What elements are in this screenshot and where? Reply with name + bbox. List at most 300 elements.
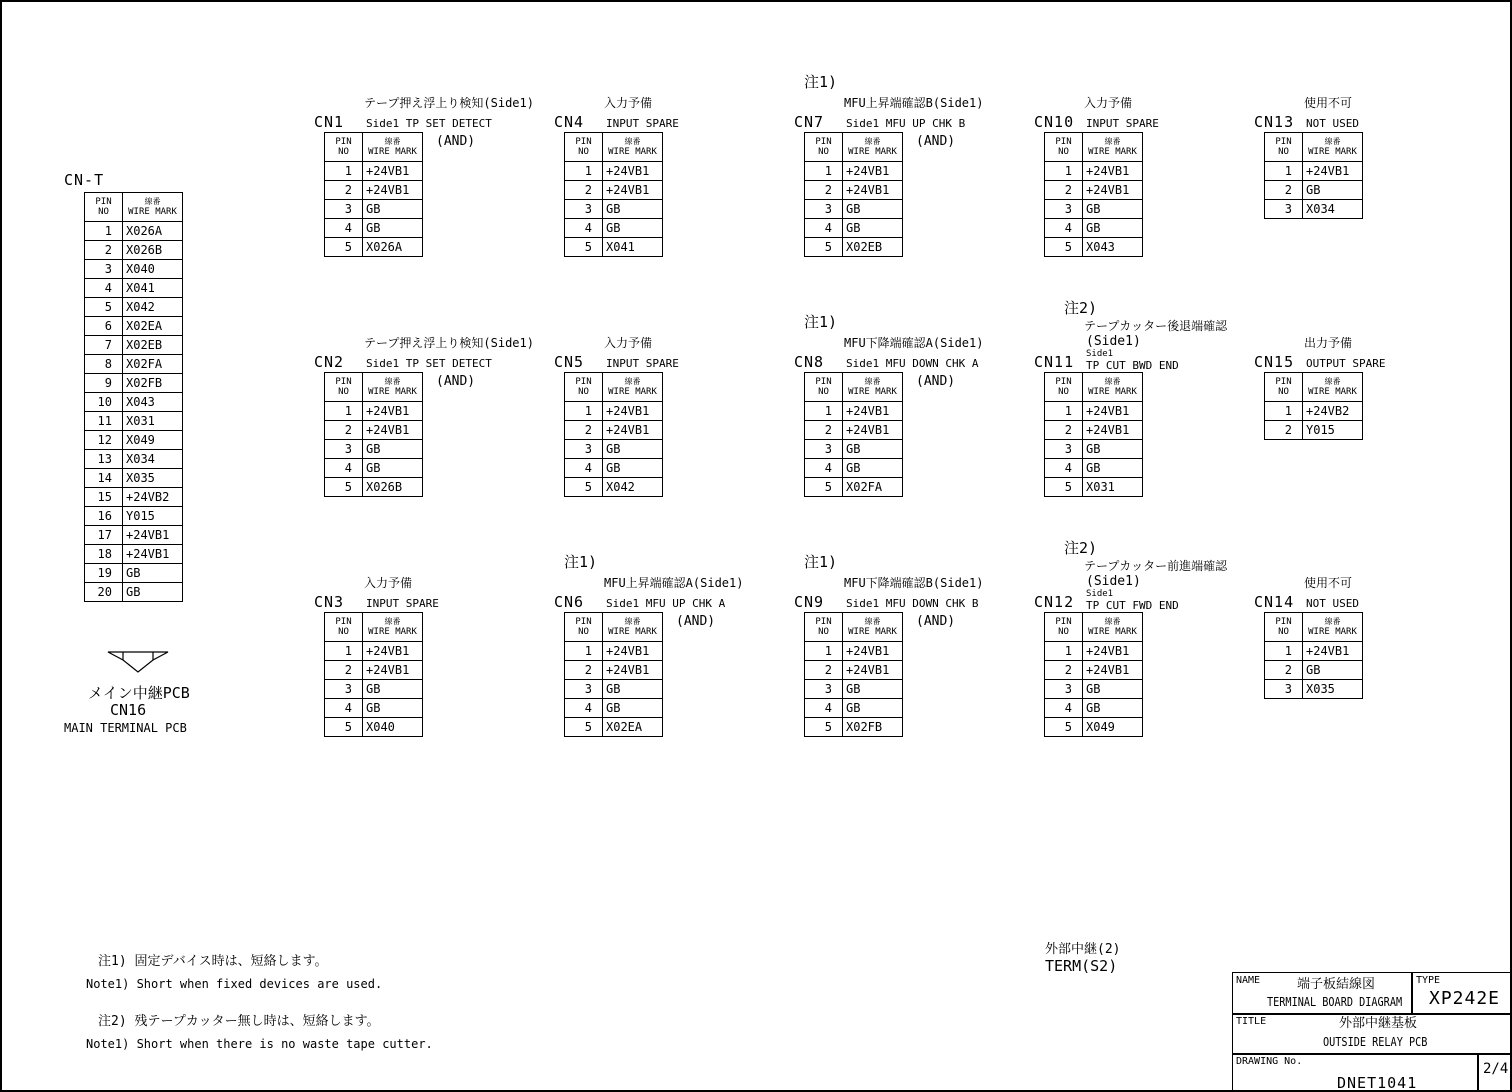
wire-mark: X02FB xyxy=(123,374,183,393)
pin-number: 3 xyxy=(1265,200,1303,219)
connector-note-ref: 注2) xyxy=(1064,539,1098,557)
connector-desc-jp: MFU下降端確認A(Side1) xyxy=(844,336,984,350)
pin-number: 1 xyxy=(1265,402,1303,421)
wire-mark: X040 xyxy=(363,718,423,737)
connector-desc-en: INPUT SPARE xyxy=(606,117,679,130)
pin-row xyxy=(85,241,183,260)
pin-number: 1 xyxy=(325,162,363,181)
connector-desc-jp: テープカッター後退端確認 xyxy=(1084,319,1228,333)
connector-desc-en: INPUT SPARE xyxy=(366,597,439,610)
pin-no-header: PIN NO xyxy=(1045,133,1083,162)
connector-id: CN3 xyxy=(314,593,345,611)
pin-number: 2 xyxy=(325,421,363,440)
pin-number: 4 xyxy=(85,279,123,298)
wire-mark-header: 線番 WIRE MARK xyxy=(843,373,903,402)
wire-mark: +24VB1 xyxy=(603,402,663,421)
wire-mark: GB xyxy=(363,200,423,219)
wire-mark: X043 xyxy=(1083,238,1143,257)
pin-table xyxy=(564,372,663,497)
pin-table xyxy=(804,612,903,737)
wire-mark: X026B xyxy=(363,478,423,497)
pin-row xyxy=(1045,680,1143,699)
pin-number: 2 xyxy=(1045,421,1083,440)
connector-desc-en: INPUT SPARE xyxy=(606,357,679,370)
pin-no-header: PIN NO xyxy=(805,373,843,402)
pin-number: 4 xyxy=(1045,699,1083,718)
pin-number: 1 xyxy=(805,642,843,661)
pin-number: 15 xyxy=(85,488,123,507)
pin-row xyxy=(1045,661,1143,680)
wire-mark: GB xyxy=(603,459,663,478)
connector-side-label: Side1 xyxy=(1086,349,1114,359)
pin-table xyxy=(1044,612,1143,737)
pin-row xyxy=(1265,402,1363,421)
pin-row xyxy=(325,238,423,257)
pin-number: 12 xyxy=(85,431,123,450)
wire-mark-header: 線番 WIRE MARK xyxy=(1083,613,1143,642)
pin-number: 2 xyxy=(1265,661,1303,680)
pin-row xyxy=(85,393,183,412)
main-pcb-label-jp: メイン中継PCB xyxy=(88,684,190,702)
wire-mark-header: 線番 WIRE MARK xyxy=(1303,133,1363,162)
title-block xyxy=(1232,972,1512,1092)
connector-desc-en: Side1 MFU UP CHK A xyxy=(606,597,726,610)
wire-mark-header: 線番 WIRE MARK xyxy=(1083,373,1143,402)
pin-number: 1 xyxy=(805,162,843,181)
pin-row xyxy=(325,642,423,661)
pin-row xyxy=(85,355,183,374)
pin-row xyxy=(1045,459,1143,478)
pin-row xyxy=(85,374,183,393)
type-label: TYPE xyxy=(1416,975,1441,986)
pin-number: 17 xyxy=(85,526,123,545)
connector-desc-jp: テープ押え浮上り検知(Side1) xyxy=(364,96,534,110)
wire-mark: X02EA xyxy=(123,317,183,336)
connector-desc-en: OUTPUT SPARE xyxy=(1306,357,1386,370)
pin-row xyxy=(85,469,183,488)
pin-number: 3 xyxy=(85,260,123,279)
pin-row xyxy=(325,200,423,219)
connector-desc-jp: 使用不可 xyxy=(1304,576,1353,590)
wire-mark-header: 線番 WIRE MARK xyxy=(1303,373,1363,402)
connector-desc-jp: テープ押え浮上り検知(Side1) xyxy=(364,336,534,350)
and-label: (AND) xyxy=(676,614,716,629)
pin-number: 3 xyxy=(805,440,843,459)
pin-no-header: PIN NO xyxy=(565,373,603,402)
connector-desc-jp: テープカッター前進端確認 xyxy=(1084,559,1228,573)
connector-id: CN10 xyxy=(1034,113,1075,131)
pin-number: 4 xyxy=(325,699,363,718)
pin-number: 1 xyxy=(85,222,123,241)
connector-id: CN2 xyxy=(314,353,345,371)
and-label: (AND) xyxy=(436,134,476,149)
wire-mark: +24VB1 xyxy=(363,421,423,440)
connector-desc-jp: 入力予備 xyxy=(604,336,653,350)
pin-number: 5 xyxy=(325,478,363,497)
pin-number: 4 xyxy=(565,699,603,718)
connector-note-ref: 注2) xyxy=(1064,299,1098,317)
wire-mark: GB xyxy=(1303,661,1363,680)
wire-mark: GB xyxy=(843,440,903,459)
name-en: TERMINAL BOARD DIAGRAM xyxy=(1267,995,1403,1009)
wire-mark: GB xyxy=(1083,680,1143,699)
wire-mark: X042 xyxy=(603,478,663,497)
pin-row xyxy=(805,661,903,680)
pin-row xyxy=(325,219,423,238)
pin-no-header: PIN NO xyxy=(805,613,843,642)
connector-id: CN7 xyxy=(794,113,825,131)
wire-mark: GB xyxy=(1083,699,1143,718)
wire-mark: X02EA xyxy=(603,718,663,737)
pin-row xyxy=(85,564,183,583)
pin-row xyxy=(805,421,903,440)
pin-row xyxy=(805,219,903,238)
connector-desc-jp: 入力予備 xyxy=(364,576,413,590)
wire-mark: Y015 xyxy=(123,507,183,526)
pin-no-header: PIN NO xyxy=(85,193,123,222)
pin-no-header: PIN NO xyxy=(1265,133,1303,162)
pin-row xyxy=(805,478,903,497)
pin-row xyxy=(565,718,663,737)
pin-row xyxy=(565,402,663,421)
wire-mark: GB xyxy=(363,440,423,459)
connector-desc-jp: MFU上昇端確認A(Side1) xyxy=(604,576,744,590)
pin-row xyxy=(565,421,663,440)
pin-row xyxy=(1045,421,1143,440)
wire-mark: +24VB1 xyxy=(123,545,183,564)
pin-number: 1 xyxy=(1265,162,1303,181)
pin-table xyxy=(1264,372,1363,440)
pin-row xyxy=(565,181,663,200)
pin-table xyxy=(324,372,423,497)
pin-row xyxy=(85,545,183,564)
and-label: (AND) xyxy=(916,374,956,389)
pin-number: 19 xyxy=(85,564,123,583)
sheet-number: 2/4 xyxy=(1483,1061,1509,1077)
pin-row xyxy=(565,661,663,680)
pin-row xyxy=(85,526,183,545)
connector-id: CN6 xyxy=(554,593,585,611)
pin-number: 5 xyxy=(85,298,123,317)
pin-number: 11 xyxy=(85,412,123,431)
pin-row xyxy=(1045,440,1143,459)
connector-desc-en: INPUT SPARE xyxy=(1086,117,1159,130)
pin-number: 1 xyxy=(565,642,603,661)
connector-desc-en: TP CUT FWD END xyxy=(1086,599,1179,612)
connector-desc-en: Side1 MFU UP CHK B xyxy=(846,117,966,130)
wire-mark: +24VB1 xyxy=(843,402,903,421)
connector-desc-jp: 入力予備 xyxy=(1084,96,1133,110)
wire-mark-header: 線番 WIRE MARK xyxy=(363,373,423,402)
connector-side-label: Side1 xyxy=(1086,589,1114,599)
pin-number: 3 xyxy=(1045,440,1083,459)
wire-mark-header: 線番 WIRE MARK xyxy=(843,613,903,642)
wire-mark: X041 xyxy=(123,279,183,298)
pin-row xyxy=(565,680,663,699)
wire-mark: GB xyxy=(843,219,903,238)
pin-no-header: PIN NO xyxy=(325,373,363,402)
connector-id: CN13 xyxy=(1254,113,1295,131)
pin-row xyxy=(1045,718,1143,737)
pin-table xyxy=(324,132,423,257)
note-2-jp: 注2) 残テープカッター無し時は、短絡します。 xyxy=(98,1014,380,1029)
wire-mark: GB xyxy=(1083,200,1143,219)
pin-number: 1 xyxy=(805,402,843,421)
wire-mark: +24VB1 xyxy=(1083,421,1143,440)
pin-number: 2 xyxy=(805,661,843,680)
title-en: OUTSIDE RELAY PCB xyxy=(1323,1035,1428,1049)
connector-desc-jp-2: (Side1) xyxy=(1086,574,1141,589)
wire-mark: X02EB xyxy=(843,238,903,257)
pin-row xyxy=(325,718,423,737)
pin-row xyxy=(565,238,663,257)
pin-number: 4 xyxy=(1045,219,1083,238)
pin-row xyxy=(1265,162,1363,181)
wire-mark: GB xyxy=(603,200,663,219)
pin-number: 13 xyxy=(85,450,123,469)
wire-mark: +24VB1 xyxy=(1083,661,1143,680)
pin-number: 2 xyxy=(1265,421,1303,440)
pin-row xyxy=(805,699,903,718)
wire-mark: +24VB1 xyxy=(363,181,423,200)
down-arrow-icon xyxy=(106,650,170,676)
drawing-no: DNET1041 xyxy=(1337,1074,1418,1092)
pin-row xyxy=(85,298,183,317)
wire-mark: GB xyxy=(363,459,423,478)
wire-mark: GB xyxy=(1083,219,1143,238)
pin-number: 1 xyxy=(325,642,363,661)
pin-number: 8 xyxy=(85,355,123,374)
name-label: NAME xyxy=(1236,975,1261,986)
wire-mark: +24VB1 xyxy=(1083,162,1143,181)
wire-mark: GB xyxy=(603,219,663,238)
wire-mark: X026A xyxy=(123,222,183,241)
wire-mark: GB xyxy=(603,699,663,718)
title-jp: 外部中継基板 xyxy=(1339,1016,1418,1031)
pin-row xyxy=(805,642,903,661)
pin-number: 10 xyxy=(85,393,123,412)
note-1-en: Note1) Short when fixed devices are used. xyxy=(86,977,383,991)
pin-row xyxy=(325,440,423,459)
wire-mark-header: 線番 WIRE MARK xyxy=(1083,133,1143,162)
drawing-no-label: DRAWING No. xyxy=(1236,1056,1303,1067)
pin-number: 5 xyxy=(325,718,363,737)
pin-number: 2 xyxy=(1045,181,1083,200)
connector-desc-jp: 使用不可 xyxy=(1304,96,1353,110)
wire-mark: GB xyxy=(843,459,903,478)
wire-mark: X031 xyxy=(1083,478,1143,497)
pin-row xyxy=(805,680,903,699)
wire-mark-header: 線番 WIRE MARK xyxy=(603,613,663,642)
pin-number: 5 xyxy=(1045,478,1083,497)
wire-mark: GB xyxy=(1083,440,1143,459)
name-jp: 端子板結線図 xyxy=(1297,977,1376,992)
cn-t-name: CN-T xyxy=(64,171,105,189)
pin-number: 1 xyxy=(565,162,603,181)
pin-number: 2 xyxy=(805,181,843,200)
pin-table xyxy=(564,132,663,257)
wire-mark: +24VB1 xyxy=(123,526,183,545)
wire-mark: GB xyxy=(123,583,183,602)
pin-number: 3 xyxy=(1045,680,1083,699)
wire-mark: GB xyxy=(843,680,903,699)
pin-row xyxy=(325,181,423,200)
pin-row xyxy=(1045,219,1143,238)
pin-number: 3 xyxy=(1045,200,1083,219)
pin-row xyxy=(85,583,183,602)
pin-no-header: PIN NO xyxy=(1045,613,1083,642)
pin-row xyxy=(565,478,663,497)
pin-number: 1 xyxy=(565,402,603,421)
note-2-en: Note1) Short when there is no waste tape cutter. xyxy=(86,1037,433,1051)
wire-mark: +24VB1 xyxy=(603,181,663,200)
pin-number: 9 xyxy=(85,374,123,393)
connector-desc-jp: 入力予備 xyxy=(604,96,653,110)
pin-number: 5 xyxy=(565,478,603,497)
wire-mark: GB xyxy=(843,200,903,219)
pin-number: 18 xyxy=(85,545,123,564)
wire-mark: GB xyxy=(843,699,903,718)
pin-row xyxy=(1265,421,1363,440)
pin-row xyxy=(85,279,183,298)
pin-number: 2 xyxy=(805,421,843,440)
wire-mark: GB xyxy=(123,564,183,583)
pin-number: 5 xyxy=(325,238,363,257)
pin-number: 3 xyxy=(325,200,363,219)
pin-row xyxy=(805,402,903,421)
pin-row xyxy=(1265,642,1363,661)
connector-desc-en: Side1 TP SET DETECT xyxy=(366,357,492,370)
pin-number: 5 xyxy=(1045,238,1083,257)
pin-table xyxy=(1044,132,1143,257)
wire-mark: X02EB xyxy=(123,336,183,355)
pin-row xyxy=(1045,200,1143,219)
wire-mark: +24VB1 xyxy=(363,402,423,421)
wire-mark: X049 xyxy=(123,431,183,450)
connector-desc-en: Side1 MFU DOWN CHK A xyxy=(846,357,979,370)
connector-id: CN1 xyxy=(314,113,345,131)
pin-number: 2 xyxy=(565,661,603,680)
connector-id: CN4 xyxy=(554,113,585,131)
pin-no-header: PIN NO xyxy=(325,613,363,642)
pin-row xyxy=(565,219,663,238)
pin-row xyxy=(805,718,903,737)
pin-no-header: PIN NO xyxy=(1045,373,1083,402)
wire-mark-header: 線番 WIRE MARK xyxy=(603,373,663,402)
pin-number: 4 xyxy=(325,219,363,238)
pin-row xyxy=(1045,478,1143,497)
pin-table xyxy=(804,372,903,497)
connector-desc-en: TP CUT BWD END xyxy=(1086,359,1179,372)
wire-mark: X026B xyxy=(123,241,183,260)
wire-mark: GB xyxy=(603,680,663,699)
pin-row xyxy=(85,260,183,279)
pin-number: 2 xyxy=(565,181,603,200)
pin-no-header: PIN NO xyxy=(325,133,363,162)
pin-number: 1 xyxy=(325,402,363,421)
wire-mark: +24VB1 xyxy=(843,642,903,661)
pin-row xyxy=(805,162,903,181)
pin-number: 4 xyxy=(1045,459,1083,478)
pin-row xyxy=(85,507,183,526)
wire-mark-header: 線番 WIRE MARK xyxy=(843,133,903,162)
pin-number: 2 xyxy=(565,421,603,440)
wire-mark: Y015 xyxy=(1303,421,1363,440)
pin-number: 3 xyxy=(325,680,363,699)
connector-note-ref: 注1) xyxy=(804,553,838,571)
pin-row xyxy=(85,412,183,431)
wire-mark: +24VB1 xyxy=(1303,642,1363,661)
pin-row xyxy=(1265,680,1363,699)
pin-row xyxy=(325,162,423,181)
wire-mark: X040 xyxy=(123,260,183,279)
connector-desc-en: Side1 MFU DOWN CHK B xyxy=(846,597,979,610)
pin-table xyxy=(1044,372,1143,497)
pin-number: 2 xyxy=(325,661,363,680)
title-label: TITLE xyxy=(1236,1016,1267,1027)
pin-number: 7 xyxy=(85,336,123,355)
pin-row xyxy=(85,431,183,450)
connector-desc-jp: MFU下降端確認B(Side1) xyxy=(844,576,984,590)
pin-row xyxy=(1045,699,1143,718)
wire-mark: GB xyxy=(363,699,423,718)
pin-row xyxy=(85,317,183,336)
wire-mark: +24VB1 xyxy=(363,162,423,181)
connector-id: CN5 xyxy=(554,353,585,371)
pin-no-header: PIN NO xyxy=(1265,613,1303,642)
connector-id: CN8 xyxy=(794,353,825,371)
wire-mark: +24VB1 xyxy=(843,162,903,181)
wire-mark: +24VB2 xyxy=(1303,402,1363,421)
pin-row xyxy=(565,200,663,219)
type-value: XP242E xyxy=(1429,988,1501,1009)
connector-id: CN11 xyxy=(1034,353,1075,371)
wire-mark: X049 xyxy=(1083,718,1143,737)
pin-number: 5 xyxy=(805,238,843,257)
pin-number: 1 xyxy=(1045,642,1083,661)
wire-mark: X043 xyxy=(123,393,183,412)
pin-number: 20 xyxy=(85,583,123,602)
wire-mark-header: 線番 WIRE MARK xyxy=(363,613,423,642)
pin-number: 4 xyxy=(805,459,843,478)
pin-number: 2 xyxy=(85,241,123,260)
wire-mark-header: 線番 WIRE MARK xyxy=(603,133,663,162)
wire-mark: +24VB1 xyxy=(843,181,903,200)
pin-number: 4 xyxy=(805,219,843,238)
wire-mark: X02FB xyxy=(843,718,903,737)
connector-desc-en: NOT USED xyxy=(1306,117,1359,130)
pin-number: 3 xyxy=(805,200,843,219)
wire-mark: X035 xyxy=(1303,680,1363,699)
wire-mark-header: 線番 WIRE MARK xyxy=(1303,613,1363,642)
pin-row xyxy=(1265,181,1363,200)
wire-mark: +24VB1 xyxy=(603,162,663,181)
pin-row xyxy=(805,440,903,459)
pin-row xyxy=(565,699,663,718)
main-pcb-cn-label: CN16 xyxy=(110,701,147,719)
pin-number: 3 xyxy=(805,680,843,699)
connector-id: CN9 xyxy=(794,593,825,611)
pin-number: 5 xyxy=(565,238,603,257)
pin-row xyxy=(1265,200,1363,219)
pin-number: 1 xyxy=(1045,402,1083,421)
pin-table xyxy=(1264,132,1363,219)
and-label: (AND) xyxy=(916,614,956,629)
pin-row xyxy=(1045,181,1143,200)
pin-number: 3 xyxy=(325,440,363,459)
pin-row xyxy=(325,680,423,699)
pin-number: 5 xyxy=(565,718,603,737)
